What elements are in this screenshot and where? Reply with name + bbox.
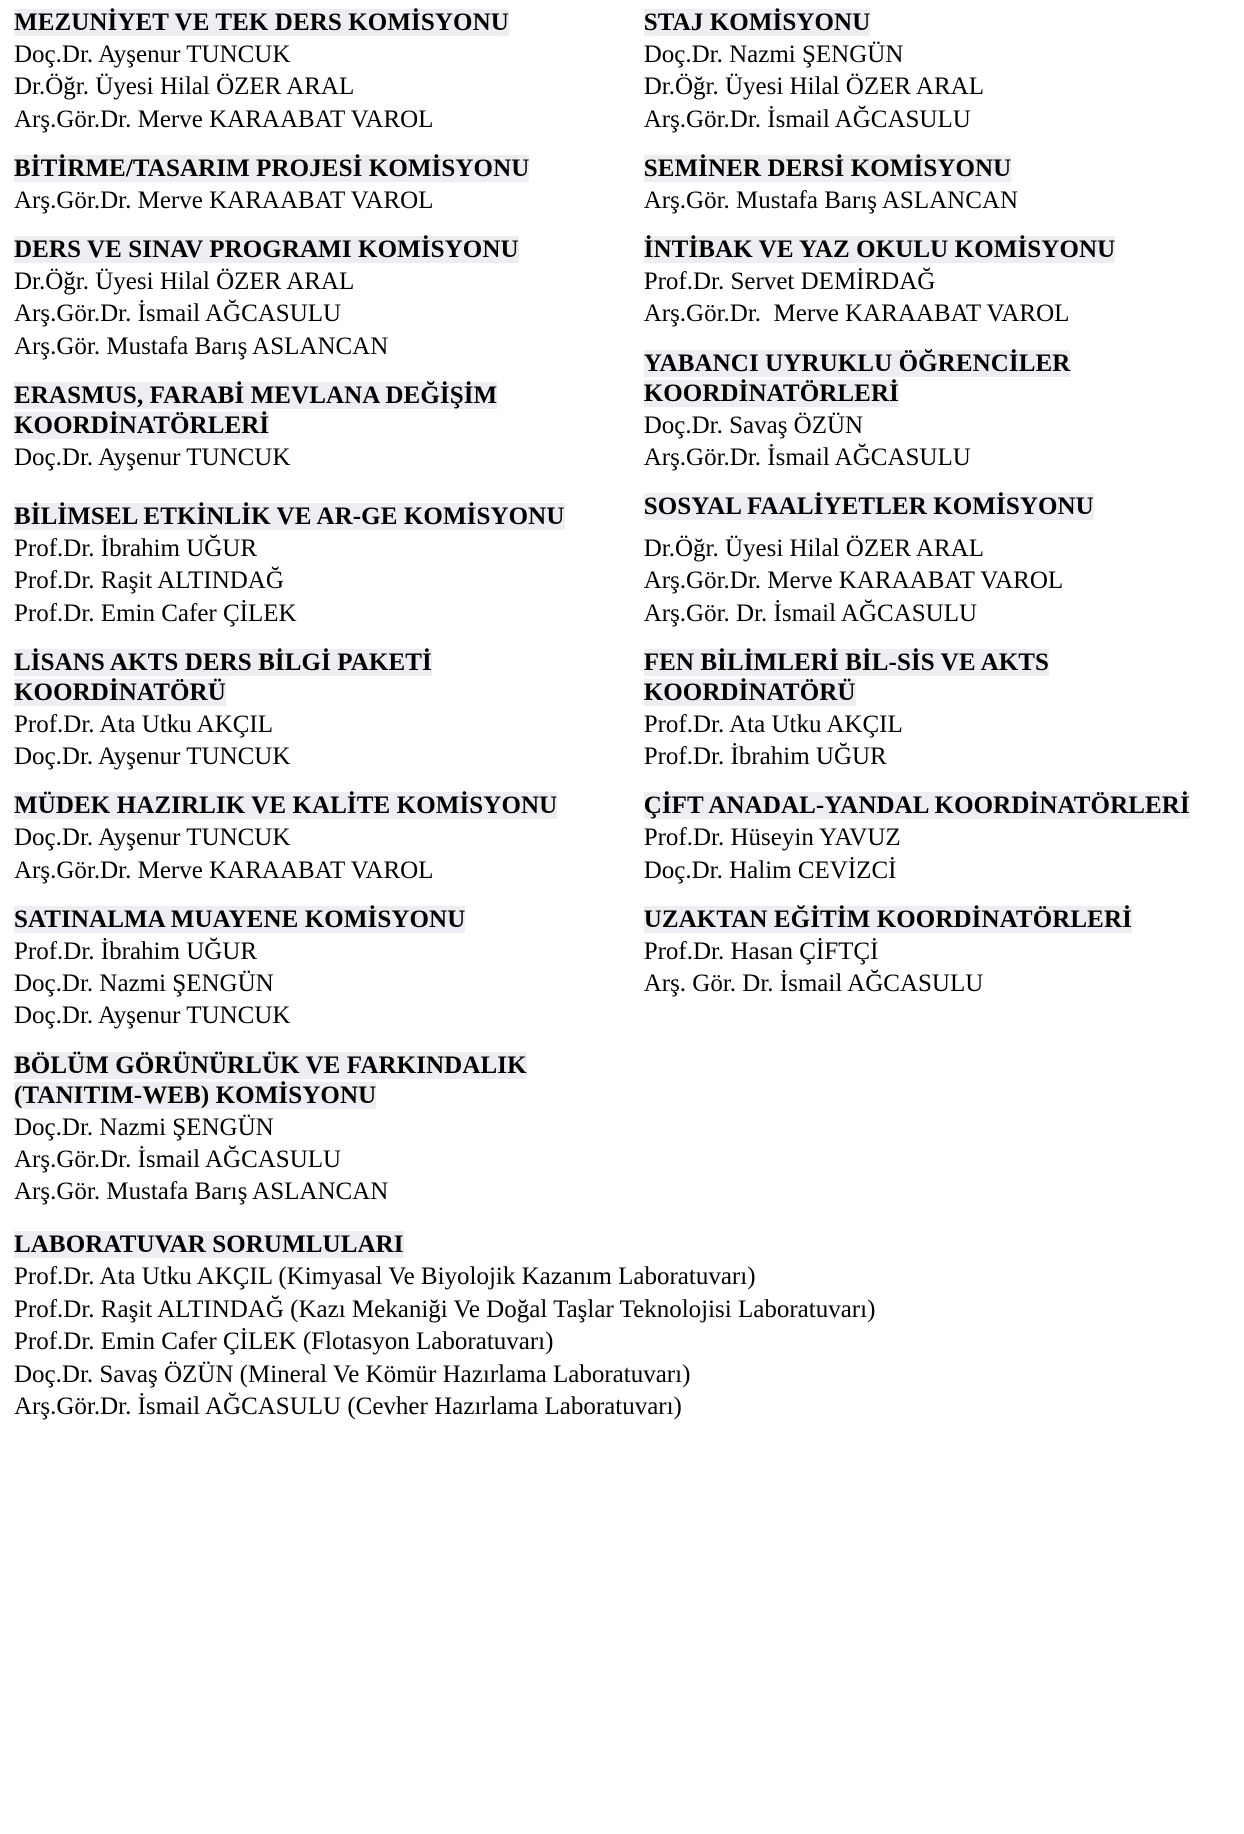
member-name: Arş.Gör.Dr. İsmail AĞCASULU (14, 300, 342, 328)
member-name: Dr.Öğr. Üyesi Hilal ÖZER ARAL (14, 73, 355, 101)
commission-heading (14, 905, 630, 935)
commission-heading-text: SOSYAL FAALİYETLER KOMİSYONU (643, 493, 1094, 520)
commission-heading-text: UZAKTAN EĞİTİM KOORDİNATÖRLERİ (643, 905, 1132, 933)
commission-heading (644, 235, 1224, 265)
member-name: Arş.Gör.Dr. Merve KARAABAT VAROL (643, 300, 1070, 328)
commission-heading-text: BÖLÜM GÖRÜNÜRLÜK VE FARKINDALIK (TANITIM-WEB) KOMİSYONU (14, 1051, 527, 1109)
commission-heading-text: FEN BİLİMLERİ BİL-SİS VE AKTS KOORDİNATÖRÜ (643, 648, 1050, 706)
commission-members (14, 442, 630, 474)
member-name: Dr.Öğr. Üyesi Hilal ÖZER ARAL (14, 268, 355, 295)
member-name: Doç.Dr. Nazmi ŞENGÜN (643, 41, 904, 68)
member-name: Prof.Dr. Emin Cafer ÇİLEK (14, 599, 297, 627)
member-name: Arş. Gör. Dr. İsmail AĞCASULU (643, 970, 984, 997)
commission-heading (14, 791, 630, 821)
commission-heading (14, 381, 630, 441)
commission-group-staj (644, 8, 1224, 136)
laboratory-members (14, 1261, 1224, 1424)
commission-heading-text: SEMİNER DERSİ KOMİSYONU (643, 154, 1012, 182)
member-name: Arş.Gör. Mustafa Barış ASLANCAN (14, 332, 389, 360)
member-name: Arş.Gör.Dr. İsmail AĞCASULU (643, 105, 971, 133)
member-name: Arş.Gör.Dr. İsmail AĞCASULU (14, 1145, 342, 1173)
commission-heading (14, 235, 630, 265)
commission-members (14, 533, 630, 630)
commission-heading-text: İNTİBAK VE YAZ OKULU KOMİSYONU (643, 236, 1116, 263)
commission-heading-text: STAJ KOMİSYONU (643, 9, 871, 36)
member-name: Prof.Dr. Raşit ALTINDAĞ (Kazı Mekaniği Ve Doğal Taşlar Teknolojisi Laboratuvarı) (14, 1295, 876, 1323)
commission-members (644, 410, 1224, 475)
commission-members (14, 822, 630, 887)
commission-members (644, 523, 1224, 630)
commission-heading-text: MÜDEK HAZIRLIK VE KALİTE KOMİSYONU (14, 792, 558, 820)
commission-heading-text: YABANCI UYRUKLU ÖĞRENCİLER KOORDİNATÖRLERİ (643, 349, 1071, 407)
commission-heading (14, 1051, 630, 1111)
commission-members (14, 185, 630, 217)
laboratory-responsibles-block (14, 1230, 1224, 1424)
member-spacer (644, 523, 1224, 533)
commission-heading (644, 492, 1224, 522)
member-name: Dr.Öğr. Üyesi Hilal ÖZER ARAL (643, 73, 984, 101)
member-name: Arş.Gör. Dr. İsmail AĞCASULU (643, 599, 978, 627)
member-name: Prof.Dr. Hasan ÇİFTÇİ (643, 937, 879, 965)
commission-group-satinalma-muayene (14, 905, 630, 1033)
commission-heading-text: DERS VE SINAV PROGRAMI KOMİSYONU (14, 236, 519, 263)
two-column-layout (14, 8, 1224, 1222)
commission-heading (644, 791, 1224, 821)
commission-group-lisans-akts (14, 648, 630, 774)
commission-members (644, 39, 1224, 136)
member-name: Doç.Dr. Ayşenur TUNCUK (14, 41, 291, 68)
commission-members (644, 936, 1224, 1001)
member-name: Doç.Dr. Nazmi ŞENGÜN (14, 1113, 274, 1141)
commission-group-erasmus-farabi-mevlana (14, 381, 630, 474)
member-name: Arş.Gör.Dr. Merve KARAABAT VAROL (643, 567, 1064, 595)
commission-group-intibak-yaz-okulu (644, 235, 1224, 331)
commission-group-fen-bilimleri-bilsis-akts (644, 648, 1224, 774)
right-column (644, 8, 1224, 1018)
commission-members (14, 1112, 630, 1209)
member-name: Doç.Dr. Savaş ÖZÜN (643, 411, 864, 439)
commission-heading-text: BİTİRME/TASARIM PROJESİ KOMİSYONU (14, 154, 530, 182)
commission-group-ders-sinav-programi (14, 235, 630, 363)
commission-heading (14, 648, 630, 708)
commission-members (644, 822, 1224, 887)
commission-members (14, 936, 630, 1033)
member-name: Doç.Dr. Ayşenur TUNCUK (14, 443, 291, 471)
commission-group-yabanci-uyruklu-ogrenciler (644, 349, 1224, 475)
member-name: Prof.Dr. İbrahim UĞUR (14, 937, 258, 965)
member-name: Arş.Gör. Mustafa Barış ASLANCAN (14, 1178, 389, 1205)
left-column (14, 8, 644, 1222)
commission-heading-text: MEZUNİYET VE TEK DERS KOMİSYONU (14, 9, 509, 36)
member-name: Doç.Dr. Halim CEVİZCİ (643, 856, 897, 884)
member-name: Doç.Dr. Ayşenur TUNCUK (14, 824, 291, 852)
section-spacer (14, 492, 630, 502)
member-name: Prof.Dr. Ata Utku AKÇIL (Kimyasal Ve Biyolojik Kazanım Laboratuvarı) (14, 1263, 756, 1291)
commission-group-bilimsel-etkinlik-arge (14, 502, 630, 630)
commission-members (644, 709, 1224, 774)
member-name: Prof.Dr. Emin Cafer ÇİLEK (Flotasyon Laboratuvarı) (14, 1328, 554, 1356)
commission-group-bitirme-tasarim (14, 154, 630, 217)
commission-members (14, 39, 630, 136)
commission-heading (644, 648, 1224, 708)
commission-heading (644, 905, 1224, 935)
commission-members (644, 266, 1224, 331)
commission-group-cift-anadal-yandal (644, 791, 1224, 887)
commission-heading (644, 154, 1224, 184)
member-name: Prof.Dr. Ata Utku AKÇIL (643, 710, 903, 738)
member-name: Dr.Öğr. Üyesi Hilal ÖZER ARAL (643, 535, 984, 562)
commission-group-mezuniyet (14, 8, 630, 136)
commission-heading-text: LİSANS AKTS DERS BİLGİ PAKETİ KOORDİNATÖRÜ (14, 648, 432, 706)
laboratory-heading (14, 1230, 1224, 1260)
member-name: Arş.Gör.Dr. Merve KARAABAT VAROL (14, 105, 434, 133)
commission-heading-text: ÇİFT ANADAL-YANDAL KOORDİNATÖRLERİ (643, 792, 1190, 820)
commission-heading (14, 8, 630, 38)
commission-members (644, 185, 1224, 217)
member-name: Doç.Dr. Savaş ÖZÜN (Mineral Ve Kömür Hazırlama Laboratuvarı) (14, 1360, 691, 1388)
member-name: Prof.Dr. Raşit ALTINDAĞ (14, 567, 284, 595)
commission-heading (644, 8, 1224, 38)
commission-group-sosyal-faaliyetler (644, 492, 1224, 630)
commission-members (14, 266, 630, 363)
commission-heading-text: ERASMUS, FARABİ MEVLANA DEĞİŞİM KOORDİNATÖRLERİ (14, 381, 498, 439)
commission-heading (644, 349, 1224, 409)
member-name: Doç.Dr. Ayşenur TUNCUK (14, 743, 291, 770)
member-name: Prof.Dr. İbrahim UĞUR (14, 535, 258, 562)
commission-heading (14, 154, 630, 184)
member-name: Prof.Dr. Servet DEMİRDAĞ (643, 268, 936, 295)
commission-group-uzaktan-egitim (644, 905, 1224, 1001)
commission-group-seminer-dersi (644, 154, 1224, 217)
commission-group-mudek-hazirlik-kalite (14, 791, 630, 887)
member-name: Arş.Gör.Dr. Merve KARAABAT VAROL (14, 186, 434, 214)
commission-heading (14, 502, 630, 532)
member-name: Prof.Dr. Ata Utku AKÇIL (14, 710, 274, 738)
commission-heading-text: BİLİMSEL ETKİNLİK VE AR-GE KOMİSYONU (14, 503, 565, 530)
member-name: Prof.Dr. İbrahim UĞUR (643, 743, 887, 770)
laboratory-heading-text: LABORATUVAR SORUMLULARI (14, 1231, 404, 1259)
member-name: Arş.Gör.Dr. Merve KARAABAT VAROL (14, 856, 434, 884)
commission-heading-text: SATINALMA MUAYENE KOMİSYONU (14, 905, 466, 933)
commission-group-bolum-gorunurluk (14, 1051, 630, 1209)
commission-members (14, 709, 630, 774)
member-name: Arş.Gör. Mustafa Barış ASLANCAN (643, 186, 1018, 214)
member-name: Arş.Gör.Dr. İsmail AĞCASULU (643, 443, 971, 471)
member-name: Doç.Dr. Nazmi ŞENGÜN (14, 970, 274, 997)
member-name: Prof.Dr. Hüseyin YAVUZ (643, 824, 901, 852)
member-name: Doç.Dr. Ayşenur TUNCUK (14, 1002, 291, 1030)
member-name: Arş.Gör.Dr. İsmail AĞCASULU (Cevher Hazırlama Laboratuvarı) (14, 1393, 682, 1421)
